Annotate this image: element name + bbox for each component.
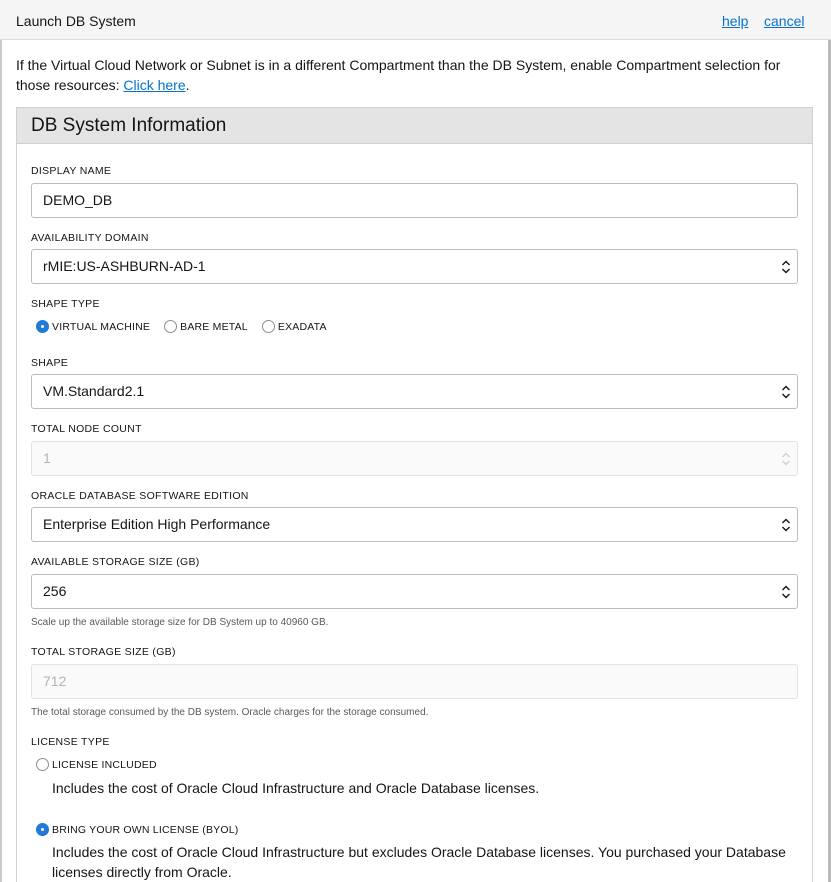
virtual-machine-radio[interactable]: [36, 320, 49, 333]
software-edition-value: Enterprise Edition High Performance: [43, 516, 271, 532]
dialog-left-border: [0, 40, 2, 882]
total-node-count-value: 1: [43, 450, 51, 466]
software-edition-select[interactable]: [31, 507, 798, 542]
updown-chevron-icon: [781, 259, 791, 275]
display-name-input[interactable]: DEMO_DB: [31, 183, 798, 218]
license-included-option: [36, 758, 171, 771]
availability-domain-select[interactable]: [31, 249, 798, 284]
compartment-notice-text: If the Virtual Cloud Network or Subnet is in a different Compartment than the DB System, enable Compartment selection for those resources:: [16, 57, 781, 93]
virtual-machine-radio-label[interactable]: VIRTUAL MACHINE: [52, 320, 151, 333]
compartment-notice: [16, 55, 816, 95]
display-name-label: DISPLAY NAME: [31, 165, 112, 177]
license-included-description: Includes the cost of Oracle Cloud Infrastructure and Oracle Database licenses.: [52, 780, 540, 796]
available-storage-value: 256: [43, 583, 67, 599]
shape-type-label: SHAPE TYPE: [31, 298, 100, 310]
available-storage-label: AVAILABLE STORAGE SIZE (GB): [31, 556, 200, 568]
bare-metal-radio[interactable]: [164, 320, 177, 333]
section-title: DB System Information: [17, 108, 812, 144]
total-storage-input: 712: [31, 664, 798, 699]
bare-metal-radio-label[interactable]: BARE METAL: [180, 320, 248, 333]
byol-option: [36, 823, 252, 836]
availability-domain-value: rMIE:US-ASHBURN-AD-1: [43, 258, 206, 274]
dialog-title: Launch DB System: [16, 13, 136, 29]
available-storage-help: Scale up the available storage size for DB System up to 40960 GB.: [31, 617, 329, 628]
shape-select[interactable]: [31, 374, 798, 409]
available-storage-select[interactable]: [31, 574, 798, 609]
availability-domain-label: AVAILABILITY DOMAIN: [31, 232, 149, 244]
software-edition-label: ORACLE DATABASE SOFTWARE EDITION: [31, 490, 249, 502]
exadata-radio[interactable]: [262, 320, 275, 333]
compartment-notice-trailing: .: [185, 77, 190, 93]
byol-radio[interactable]: [36, 823, 49, 836]
license-included-radio-label[interactable]: LICENSE INCLUDED: [52, 758, 157, 771]
cancel-link[interactable]: cancel: [764, 13, 805, 29]
total-node-count-select: [31, 441, 798, 476]
byol-description: Includes the cost of Oracle Cloud Infrastructure but excludes Oracle Database licenses. You purchased your Database licenses directly from Oracle.: [52, 844, 786, 880]
total-storage-help: The total storage consumed by the DB system. Oracle charges for the storage consumed.: [31, 707, 429, 718]
shape-value: VM.Standard2.1: [43, 383, 145, 399]
total-storage-label: TOTAL STORAGE SIZE (GB): [31, 646, 176, 658]
help-link[interactable]: help: [722, 13, 749, 29]
shape-type-radio-group: [36, 320, 341, 333]
byol-radio-label[interactable]: BRING YOUR OWN LICENSE (BYOL): [52, 823, 239, 836]
updown-chevron-icon: [781, 584, 791, 600]
total-node-count-label: TOTAL NODE COUNT: [31, 423, 142, 435]
shape-label: SHAPE: [31, 357, 69, 369]
updown-chevron-icon: [781, 451, 791, 467]
exadata-radio-label[interactable]: EXADATA: [277, 320, 327, 333]
updown-chevron-icon: [781, 384, 791, 400]
click-here-link[interactable]: Click here: [123, 77, 186, 93]
dialog-header: [0, 0, 831, 40]
license-included-radio[interactable]: [36, 758, 49, 771]
license-type-label: LICENSE TYPE: [31, 736, 110, 748]
updown-chevron-icon: [781, 517, 791, 533]
